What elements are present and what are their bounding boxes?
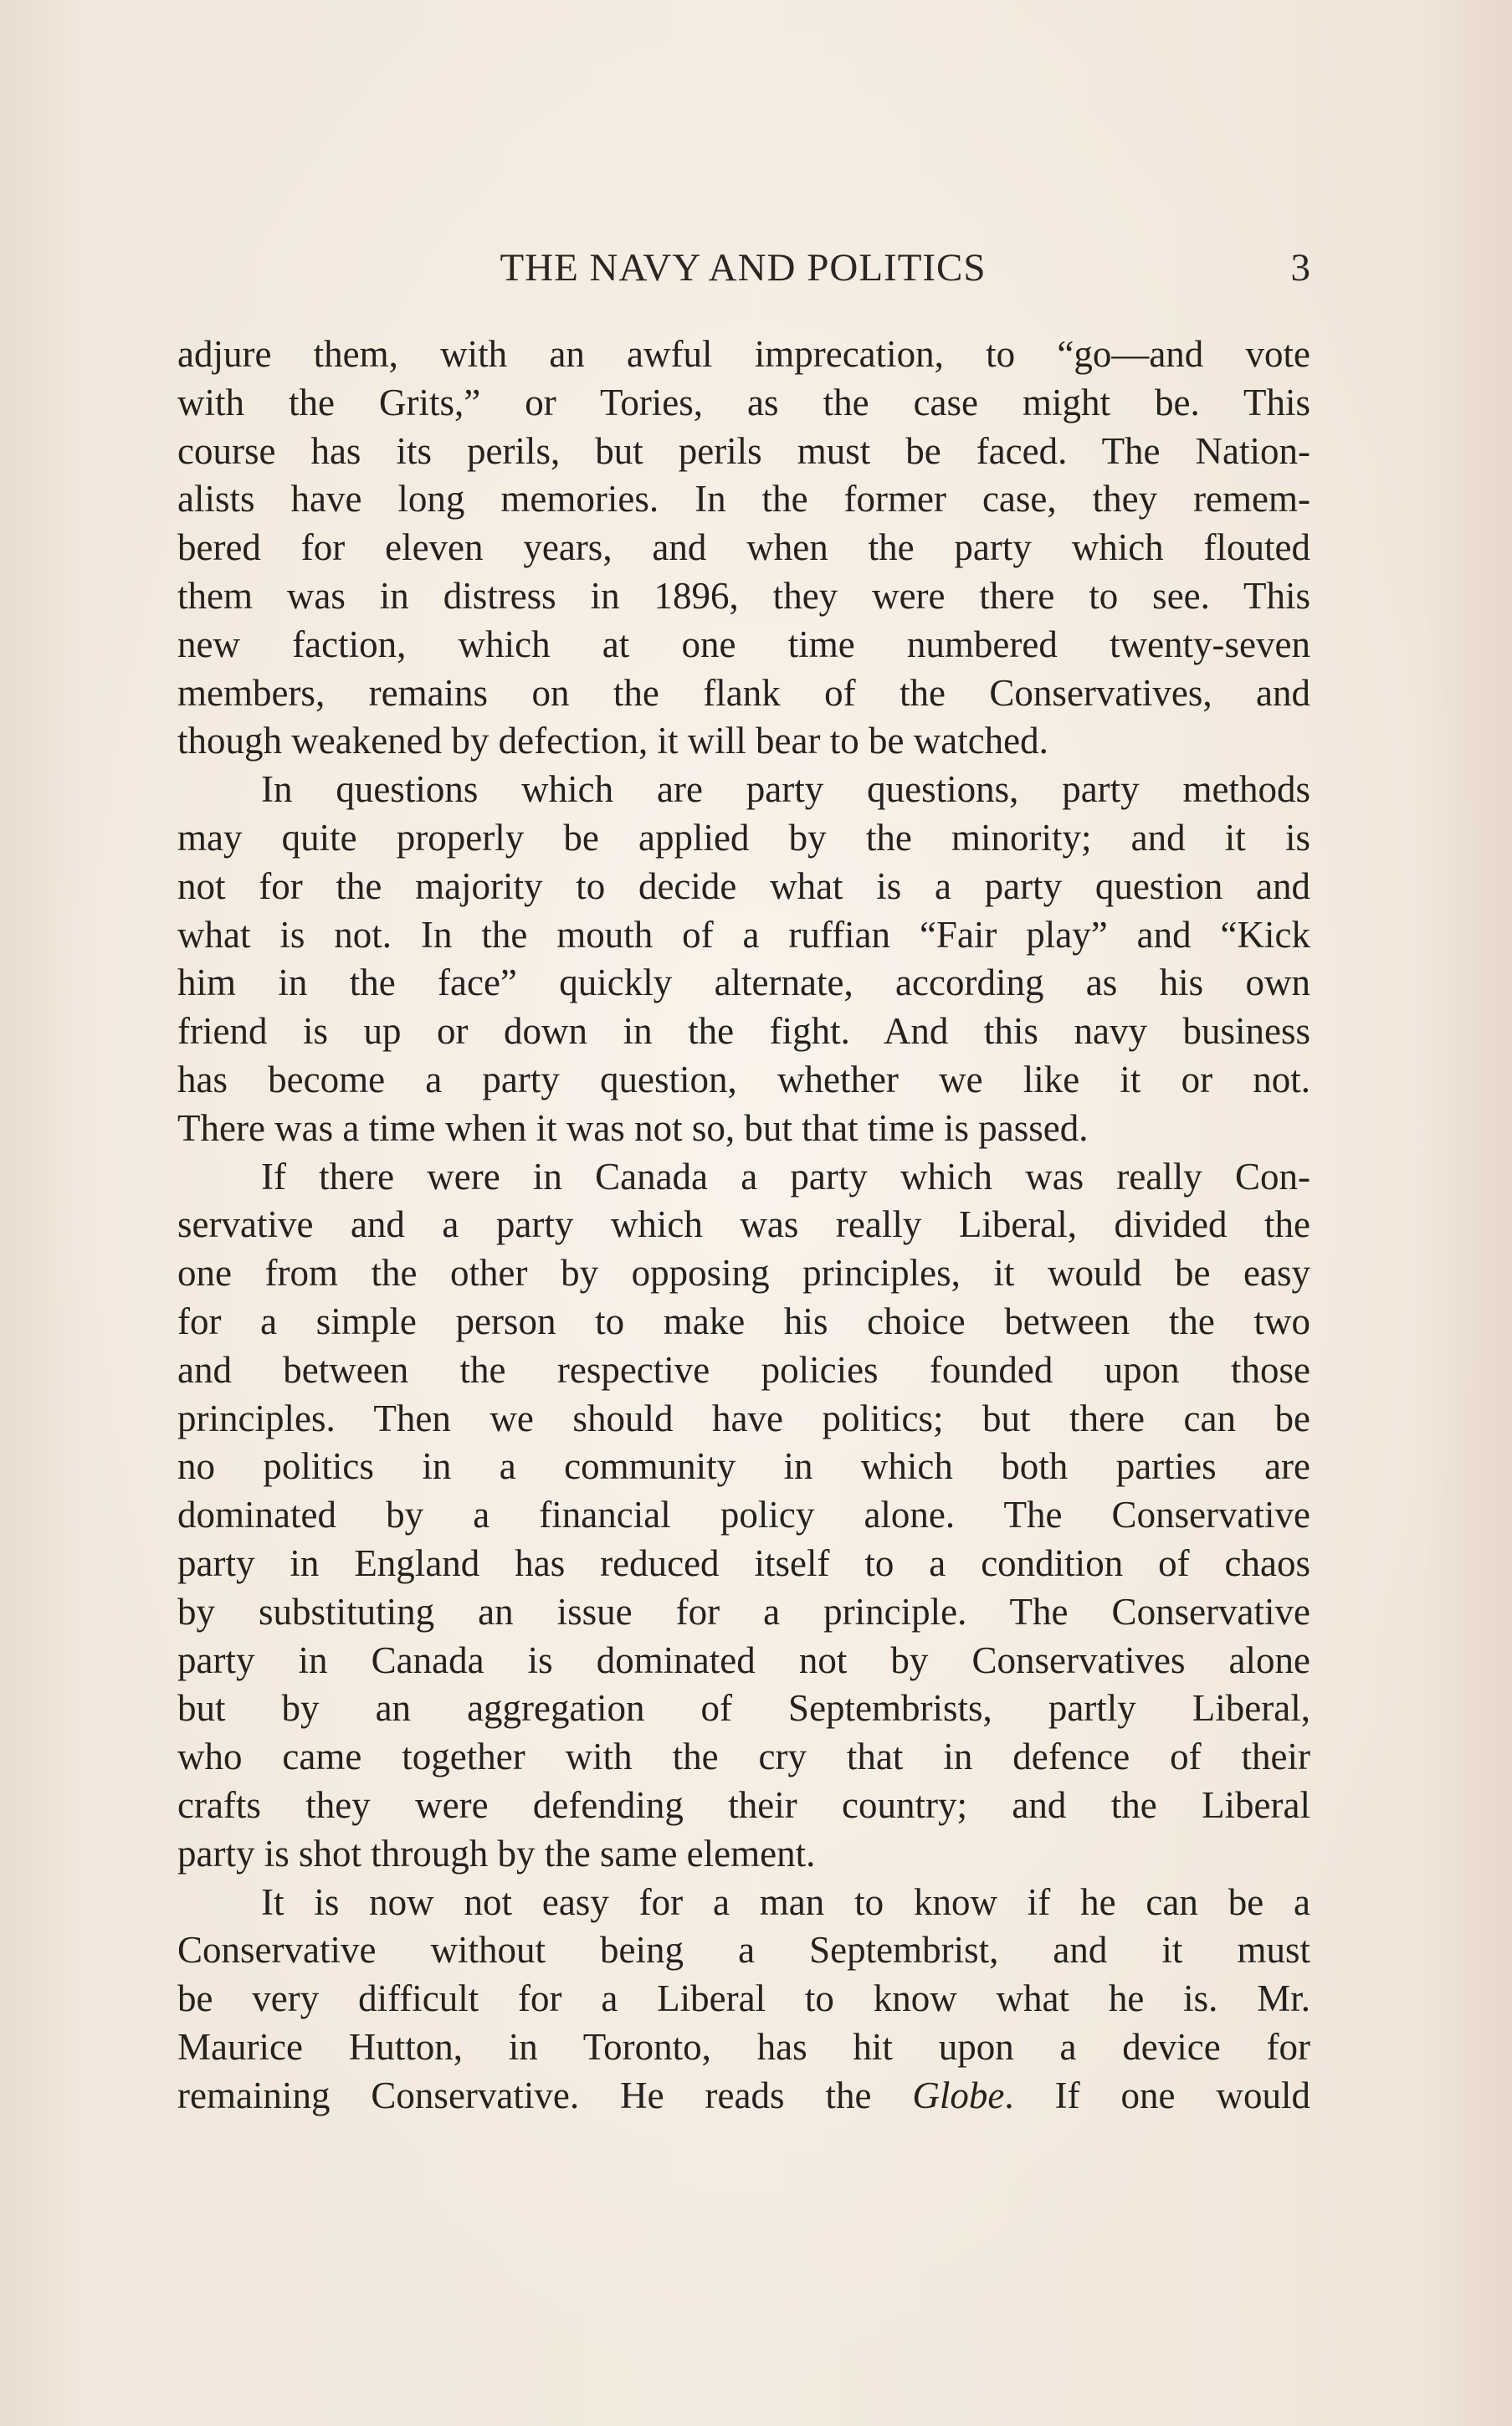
text-line: alists have long memories. In the former case, they remem- bbox=[177, 478, 1310, 521]
text-line: be very difficult for a Liberal to know what he is. Mr. bbox=[177, 1977, 1310, 2020]
text-line: but by an aggregation of Septembrists, partly Liberal, bbox=[177, 1687, 1310, 1730]
text-line: no politics in a community in which both parties are bbox=[177, 1445, 1310, 1488]
text-line: though weakened by defection, it will bear to be watched. bbox=[177, 720, 1048, 762]
body-text bbox=[177, 331, 1310, 2120]
text-line: one from the other by opposing principles, it would be easy bbox=[177, 1252, 1310, 1295]
text-line: party in England has reduced itself to a condition of chaos bbox=[177, 1541, 1310, 1584]
text-line: party is shot through by the same element. bbox=[177, 1832, 816, 1875]
text-line: them was in distress in 1896, they were there to see. This bbox=[177, 574, 1310, 617]
text-line: Maurice Hutton, in Toronto, has hit upon a device for bbox=[177, 2025, 1310, 2068]
text-line: by substituting an issue for a principle. The Conservative bbox=[177, 1590, 1310, 1633]
text-line: course has its perils, but perils must be faced. The Nation- bbox=[177, 429, 1310, 472]
text-line: members, remains on the flank of the Conservatives, and bbox=[177, 671, 1310, 714]
text-line: and between the respective policies founded upon those bbox=[177, 1348, 1310, 1391]
text-line: principles. Then we should have politics; but there can be bbox=[177, 1397, 1310, 1439]
final-line-before: remaining Conservative. He reads the bbox=[177, 2074, 913, 2116]
text-line: may quite properly be applied by the minority; and it is bbox=[177, 816, 1310, 859]
text-line: Conservative without being a Septembrist, and it must bbox=[177, 1929, 1310, 1972]
text-line-final bbox=[177, 2072, 1310, 2121]
text-line: It is now not easy for a man to know if he can be a bbox=[261, 1880, 1310, 1923]
page-number: 3 bbox=[1290, 246, 1310, 290]
text-line: There was a time when it was not so, but that time is passed. bbox=[177, 1106, 1089, 1149]
text-line: what is not. In the mouth of a ruffian “Fair play” and “Kick bbox=[177, 913, 1310, 956]
text-line: crafts they were defending their country; and the Liberal bbox=[177, 1783, 1310, 1826]
text-line: him in the face” quickly alternate, according as his own bbox=[177, 962, 1310, 1004]
text-line: new faction, which at one time numbered twenty-seven bbox=[177, 623, 1310, 665]
text-line: not for the majority to decide what is a party question and bbox=[177, 864, 1310, 907]
text-line: servative and a party which was really Liberal, divided the bbox=[177, 1203, 1310, 1246]
final-line-italic: Globe bbox=[912, 2074, 1005, 2116]
text-line: with the Grits,” or Tories, as the case might be. This bbox=[177, 381, 1310, 423]
text-line: If there were in Canada a party which was really Con- bbox=[261, 1155, 1310, 1198]
text-line: friend is up or down in the fight. And this navy business bbox=[177, 1010, 1310, 1053]
text-line: In questions which are party questions, party methods bbox=[261, 768, 1310, 811]
text-line: has become a party question, whether we like it or not. bbox=[177, 1058, 1310, 1100]
text-line: bered for eleven years, and when the party which flouted bbox=[177, 526, 1310, 569]
running-head bbox=[176, 245, 1310, 304]
text-line: for a simple person to make his choice between the two bbox=[177, 1300, 1310, 1342]
text-line: adjure them, with an awful imprecation, to “go—and vote bbox=[177, 333, 1310, 375]
final-line-after: . If one would bbox=[1004, 2074, 1310, 2116]
text-line: who came together with the cry that in defence of their bbox=[177, 1736, 1310, 1778]
text-line: party in Canada is dominated not by Conservatives alone bbox=[177, 1639, 1310, 1681]
text-line: dominated by a financial policy alone. The Conservative bbox=[177, 1494, 1310, 1536]
running-head-title: THE NAVY AND POLITICS bbox=[500, 246, 987, 290]
